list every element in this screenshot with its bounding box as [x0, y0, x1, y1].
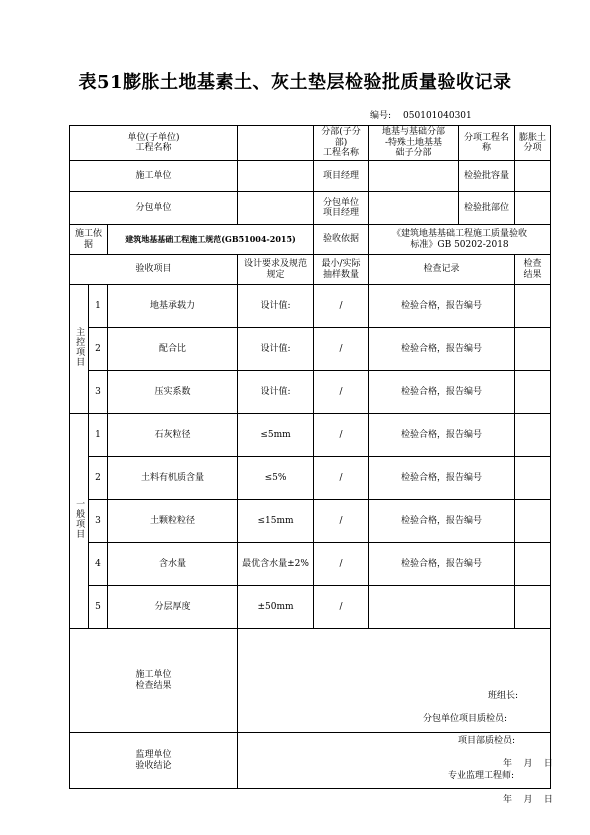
row-sample: /	[314, 328, 369, 371]
row-record: 检验合格，报告编号	[369, 371, 515, 414]
row-sample: /	[314, 543, 369, 586]
row-no: 4	[89, 543, 108, 586]
subcontractor-label: 分包单位	[70, 192, 238, 225]
col-result-header: 检查 结果	[515, 255, 551, 285]
table-row	[70, 543, 551, 586]
row-result[interactable]	[515, 500, 551, 543]
row-design: ≤5%	[238, 457, 314, 500]
table-row	[70, 457, 551, 500]
division-name-value: 地基与基础分部 -特殊土地基基 础子分部	[369, 126, 459, 161]
engineer-label: 专业监理工程师:	[448, 770, 515, 781]
basis-label: 施工依据	[70, 225, 108, 255]
inspection-table	[69, 125, 553, 805]
row-result[interactable]	[515, 414, 551, 457]
row-record: 检验合格，报告编号	[369, 457, 515, 500]
item-name-label: 分项工程名称	[459, 126, 515, 161]
row-result[interactable]	[515, 285, 551, 328]
code-value: 050101040301	[403, 111, 472, 121]
location-value[interactable]	[515, 192, 551, 225]
table-row	[70, 414, 551, 457]
contractor-label: 施工单位	[70, 161, 238, 192]
inspector-label: 项目部质检员:	[458, 735, 516, 746]
row-record: 检验合格，报告编号	[369, 500, 515, 543]
unit-name-value[interactable]	[238, 126, 314, 161]
row-no: 1	[89, 285, 108, 328]
row-no: 3	[89, 500, 108, 543]
row-result[interactable]	[515, 457, 551, 500]
basis-value: 建筑地基基础工程施工规范(GB51004-2015)	[108, 225, 314, 255]
row-name: 地基承载力	[108, 285, 238, 328]
row-record: 检验合格，报告编号	[369, 414, 515, 457]
main-group-label: 主控项目	[70, 285, 89, 414]
pm-label: 项目经理	[314, 161, 369, 192]
col-item-header: 验收项目	[70, 255, 238, 285]
construction-check-area	[238, 629, 553, 769]
row-name: 石灰粒径	[108, 414, 238, 457]
table-row	[70, 285, 551, 328]
sub-pm-value[interactable]	[369, 192, 459, 225]
row-name: 含水量	[108, 543, 238, 586]
pm-value[interactable]	[369, 161, 459, 192]
supervision-date: 年 月 日	[503, 794, 553, 805]
table-row	[70, 371, 551, 414]
row-sample: /	[314, 500, 369, 543]
accept-basis-label: 验收依据	[314, 225, 369, 255]
col-record-header: 检查记录	[369, 255, 515, 285]
row-no: 2	[89, 328, 108, 371]
table-row	[70, 500, 551, 543]
leader-label: 班组长:	[488, 690, 519, 701]
row-result[interactable]	[515, 586, 551, 629]
row-name: 土颗粒粒径	[108, 500, 238, 543]
item-name-value: 膨胀土分项	[515, 126, 551, 161]
row-sample: /	[314, 586, 369, 629]
row-sample: /	[314, 457, 369, 500]
row-design: 设计值:	[238, 285, 314, 328]
row-design: ≤15mm	[238, 500, 314, 543]
table-row	[70, 586, 551, 629]
accept-basis-value: 《建筑地基基础工程施工质量验收 标准》GB 50202-2018	[369, 225, 551, 255]
location-label: 检验批部位	[459, 192, 515, 225]
row-name: 配合比	[108, 328, 238, 371]
capacity-value[interactable]	[515, 161, 551, 192]
code-label: 编号:	[370, 111, 392, 121]
row-no: 1	[89, 414, 108, 457]
row-design: 最优含水量±2%	[238, 543, 314, 586]
construction-check-label: 施工单位 检查结果	[70, 629, 238, 733]
row-design: ≤5mm	[238, 414, 314, 457]
row-no: 2	[89, 457, 108, 500]
row-sample: /	[314, 371, 369, 414]
capacity-label: 检验批容量	[459, 161, 515, 192]
row-no: 3	[89, 371, 108, 414]
page-title: 表51膨胀土地基素土、灰土垫层检验批质量验收记录	[78, 72, 512, 93]
row-result[interactable]	[515, 328, 551, 371]
row-record: 检验合格，报告编号	[369, 328, 515, 371]
general-group-label: 一般项目	[70, 414, 89, 629]
row-design: ±50mm	[238, 586, 314, 629]
contractor-value[interactable]	[238, 161, 314, 192]
col-design-header: 设计要求及规范 规定	[238, 255, 314, 285]
sub-inspector-label: 分包单位项目质检员:	[423, 713, 508, 724]
row-sample: /	[314, 285, 369, 328]
row-name: 压实系数	[108, 371, 238, 414]
supervision-label: 监理单位 验收结论	[70, 733, 238, 789]
subcontractor-value[interactable]	[238, 192, 314, 225]
division-name-label: 分部(子分部) 工程名称	[314, 126, 369, 161]
form-code	[370, 108, 472, 121]
row-no: 5	[89, 586, 108, 629]
check-date: 年 月 日	[503, 758, 553, 769]
unit-name-label: 单位(子单位) 工程名称	[70, 126, 238, 161]
sub-pm-label: 分包单位 项目经理	[314, 192, 369, 225]
row-record	[369, 586, 515, 629]
col-sample-header: 最小/实际 抽样数量	[314, 255, 369, 285]
row-name: 土料有机质含量	[108, 457, 238, 500]
row-result[interactable]	[515, 371, 551, 414]
row-record: 检验合格，报告编号	[369, 285, 515, 328]
row-sample: /	[314, 414, 369, 457]
row-record: 检验合格，报告编号	[369, 543, 515, 586]
row-name: 分层厚度	[108, 586, 238, 629]
row-result[interactable]	[515, 543, 551, 586]
table-row	[70, 328, 551, 371]
row-design: 设计值:	[238, 371, 314, 414]
row-design: 设计值:	[238, 328, 314, 371]
